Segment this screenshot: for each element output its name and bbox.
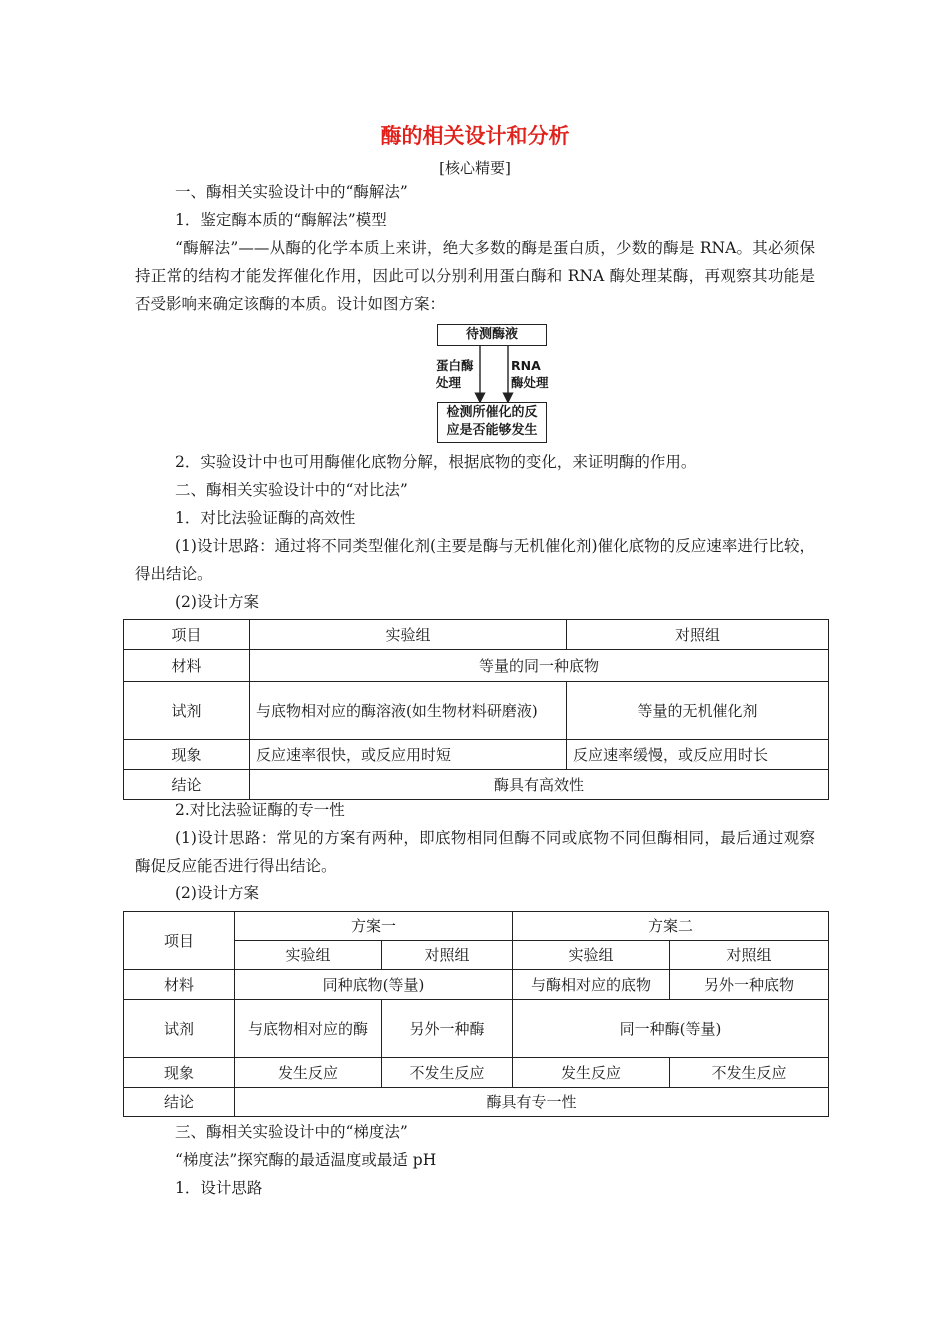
table-row [124,912,829,941]
table-header-cell: 方案一 [235,912,513,941]
section-1-heading: 一、酶相关实验设计中的“酶解法” [175,183,408,201]
table-cell: 不发生反应 [382,1058,513,1088]
table-row [124,650,829,682]
flow-bottom-line-1: 检测所催化的反 [446,405,538,420]
table-cell: 酶具有高效性 [250,770,829,800]
table-header-cell: 对照组 [382,941,513,970]
table-cell: 现象 [124,1058,235,1088]
section-2-heading: 二、酶相关实验设计中的“对比法” [175,481,408,499]
flow-bottom-box [437,402,547,443]
flow-right-label-line-1: RNA [511,358,541,373]
table-cell: 酶具有专一性 [235,1088,829,1117]
section-2-item-2-heading: 2.对比法验证酶的专一性 [175,801,345,819]
section-3-item-1-heading: 1．设计思路 [175,1179,263,1197]
table-header-cell: 项目 [124,912,235,970]
table-row [124,1058,829,1088]
table-row [124,682,829,740]
table-header-cell: 实验组 [513,941,670,970]
table-cell: 不发生反应 [670,1058,829,1088]
section-1-item-1-text: “酶解法”——从酶的化学本质上来讲，绝大多数的酶是蛋白质，少数的酶是 RNA。其必须保持正常的结构才能发挥催化作用，因此可以分别利用蛋白酶和 RNA 酶处理某酶，再观察其功能是否受影响来确定该酶的本质。设计如图方案： [135,239,815,313]
table-header-cell: 实验组 [250,620,567,650]
table-cell: 反应速率很快，或反应用时短 [250,740,567,770]
table-row [124,1088,829,1117]
table-cell: 与底物相对应的酶 [235,1000,382,1058]
table-cell: 另外一种酶 [382,1000,513,1058]
table-row [124,1000,829,1058]
efficiency-table [123,619,829,800]
section-2-item-1-heading: 1．对比法验证酶的高效性 [175,509,356,527]
section-1-item-2: 2．实验设计中也可用酶催化底物分解，根据底物的变化，来证明酶的作用。 [175,453,697,471]
table-header-cell: 实验组 [235,941,382,970]
table-cell: 材料 [124,970,235,1000]
table-cell: 试剂 [124,682,250,740]
table-cell: 试剂 [124,1000,235,1058]
table-cell: 发生反应 [513,1058,670,1088]
table-cell: 与酶相对应的底物 [513,970,670,1000]
flow-left-label [436,357,474,391]
table-cell: 同种底物(等量) [235,970,513,1000]
flow-bottom-line-2: 应是否能够发生 [446,423,538,438]
table-cell: 反应速率缓慢，或反应用时长 [567,740,829,770]
table-header-cell: 对照组 [567,620,829,650]
page-title: 酶的相关设计和分析 [380,124,570,148]
section-1-item-1-heading: 1．鉴定酶本质的“酶解法”模型 [175,211,387,229]
table-cell: 等量的同一种底物 [250,650,829,682]
section-2-item-2-plan: (2)设计方案 [175,884,259,902]
table-header-cell: 方案二 [513,912,829,941]
table-cell: 结论 [124,1088,235,1117]
section-2-item-1-plan: (2)设计方案 [175,593,259,611]
section-3-intro: “梯度法”探究酶的最适温度或最适 pH [175,1151,437,1169]
table-cell: 等量的无机催化剂 [567,682,829,740]
table-header-cell: 项目 [124,620,250,650]
table-row [124,620,829,650]
table-cell: 结论 [124,770,250,800]
section-2-item-1-idea: (1)设计思路：通过将不同类型催化剂(主要是酶与无机催化剂)催化底物的反应速率进行比较，得出结论。 [135,537,815,583]
core-essentials-label: [核心精要] [439,159,511,177]
specificity-table [123,911,829,1117]
section-3-heading: 三、酶相关实验设计中的“梯度法” [175,1123,408,1141]
table-row [124,740,829,770]
flow-top-box: 待测酶液 [437,324,547,346]
table-cell: 材料 [124,650,250,682]
flow-left-label-line-2: 处理 [436,375,462,390]
table-cell: 发生反应 [235,1058,382,1088]
table-cell: 与底物相对应的酶溶液(如生物材料研磨液) [250,682,567,740]
flow-right-label-line-2: 酶处理 [511,375,549,390]
table-cell: 另外一种底物 [670,970,829,1000]
flow-right-label [511,357,549,391]
flow-left-label-line-1: 蛋白酶 [436,358,474,373]
table-cell: 同一种酶(等量) [513,1000,829,1058]
table-row [124,770,829,800]
table-cell: 现象 [124,740,250,770]
table-row [124,970,829,1000]
section-2-item-2-idea: (1)设计思路：常见的方案有两种，即底物相同但酶不同或底物不同但酶相同，最后通过观察酶促反应能否进行得出结论。 [135,829,815,875]
table-header-cell: 对照组 [670,941,829,970]
